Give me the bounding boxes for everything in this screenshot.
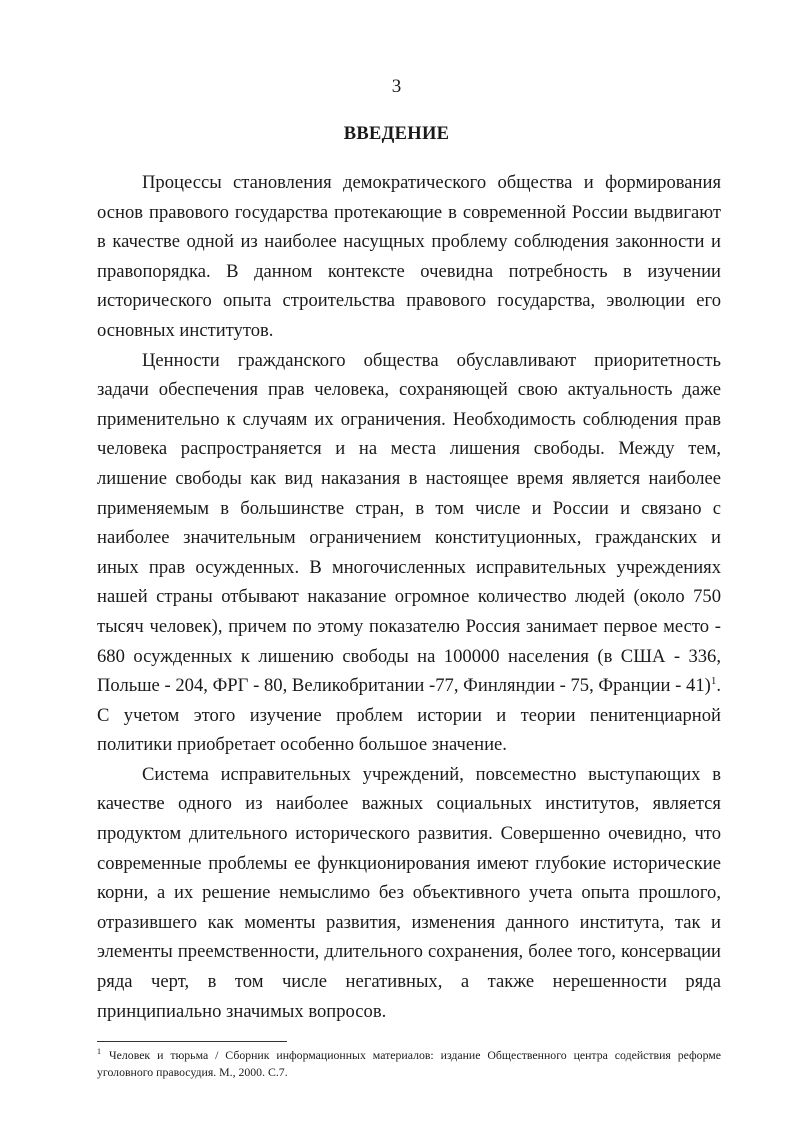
- paragraph-2-text-after: . С учетом этого изучение проблем истории и теории пенитенциарной политики приобретает особенно большое значение.: [97, 675, 721, 756]
- body-text: [97, 168, 721, 1026]
- paragraph-3: [97, 760, 721, 1026]
- page-number: 3: [391, 76, 402, 97]
- paragraph-1-text: Процессы становления демократического общества и формирования основ правового государства протекающие в современной России выдвигают в качестве одной из наиболее насущных проблему соблюдения законности и правопорядка. В данном контексте очевидна потребность в изучении исторического опыта строительства правового государства, эволюции его основных институтов.: [97, 172, 721, 341]
- footnote-reference: 1: [710, 674, 717, 687]
- paragraph-2-text: Ценности гражданского общества обуславливают приоритетность задачи обеспечения прав человека, сохраняющей свою актуальность даже применительно к случаям их ограничения. Необходимость соблюдения прав человека распространяется и на места лишения свободы. Между тем, лишение свободы как вид наказания в настоящее время является наиболее применяемым в большинстве стран, в том числе и России и связано с наиболее значительным ограничением конституционных, гражданских и иных прав осужденных. В многочисленных исправительных учреждениях нашей страны отбывают наказание огромное количество людей (около 750 тысяч человек), причем по этому показателю Россия занимает первое место - 680 осужденных к лишению свободы на 100000 населения (в США - 336, Польше - 204, ФРГ - 80, Великобритании -77, Финляндии - 75, Франции - 41): [97, 349, 721, 697]
- paragraph-3-text: Система исправительных учреждений, повсеместно выступающих в качестве одного из наиболее важных социальных институтов, является продуктом длительного исторического развития. Совершенно очевидно, что современные проблемы ее функционирования имеют глубокие исторические корни, а их решение немыслимо без объективного учета опыта прошлого, отразившего как моменты развития, изменения данного института, так и элементы преемственности, длительного сохранения, более того, консервации ряда черт, в том числе негативных, а также нерешенности ряда принципиально значимых вопросов.: [97, 763, 721, 1022]
- footnote: [97, 1047, 721, 1081]
- paragraph-1: [97, 168, 721, 346]
- paragraph-2: [97, 346, 721, 760]
- footnote-text: Человек и тюрьма / Сборник информационных материалов: издание Общественного центра содействия реформе уголовного правосудия. М., 2000. С.7.: [97, 1048, 721, 1079]
- section-heading: ВВЕДЕНИЕ: [343, 124, 450, 144]
- footnote-marker: 1: [97, 1047, 101, 1057]
- footnote-divider: [97, 1041, 287, 1042]
